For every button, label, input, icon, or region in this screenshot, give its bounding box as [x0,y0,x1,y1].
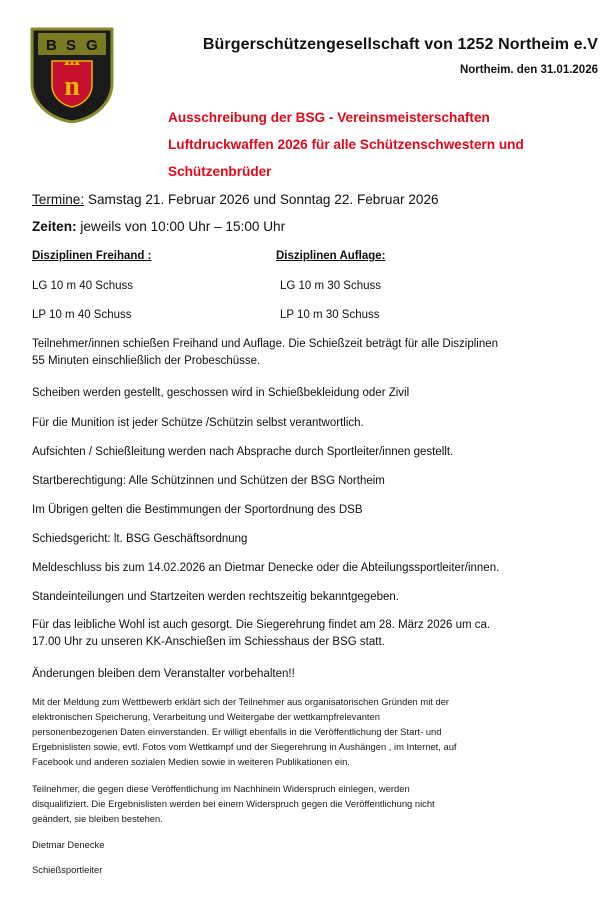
club-logo [30,27,114,123]
title-line-3: Schützenbrüder [168,164,272,179]
paragraph-rules: Teilnehmer/innen schießen Freihand und Auflage. Die Schießzeit beträgt für alle Disziplinen 55 Minuten einschließlich der Probeschüsse. [32,338,499,367]
club-crest-icon [30,27,114,123]
document-date: Northeim. den 31.01.2026 [459,64,598,76]
objection-notice: Teilnehmer, die gegen diese Veröffentlichung im Nachhinein Widerspruch einlegen, werden disqualifiziert. Die Ergebnislisten werden bei einem Widerspruch gegen die Veröffentlichung nicht geändert, sie bleiben bestehen. [32,783,435,824]
signature-name: Dietmar Denecke [32,839,105,850]
paragraph-schedule: Standeinteilungen und Startzeiten werden rechtszeitig bekanntgegeben. [32,591,399,603]
logo-letter-g: G [86,37,98,54]
freihand-item: LP 10 m 40 Schuss [32,309,132,321]
dates-value: Samstag 21. Februar 2026 und Sonntag 22. Februar 2026 [84,192,439,207]
logo-letter-s: S [66,37,77,54]
auflage-item: LG 10 m 30 Schuss [280,280,381,292]
paragraph-deadline: Meldeschluss bis zum 14.02.2026 an Dietmar Denecke oder die Abteilungssportleiter/innen. [32,562,500,574]
auflage-heading: Disziplinen Auflage: [276,250,386,262]
title-line-2: Luftdruckwaffen 2026 für alle Schützenschwestern und [168,137,524,152]
freihand-item: LG 10 m 40 Schuss [32,280,133,292]
paragraph-regulations: Im Übrigen gelten die Bestimmungen der Sportordnung des DSB [32,504,363,516]
logo-emblem-letter: n [64,71,80,102]
paragraph-supervision: Aufsichten / Schießleitung werden nach Absprache durch Sportleiter/innen gestellt. [32,446,454,458]
paragraph-ammunition: Für die Munition ist jeder Schütze /Schützin selbst verantwortlich. [32,417,364,429]
freihand-heading: Disziplinen Freihand : [32,250,152,262]
auflage-item: LP 10 m 30 Schuss [280,309,380,321]
paragraph-arbitration: Schiedsgericht: lt. BSG Geschäftsordnung [32,533,248,545]
times-label: Zeiten: [32,219,77,234]
times-value: jeweils von 10:00 Uhr – 15:00 Uhr [76,219,286,234]
paragraph-ceremony: Für das leibliche Wohl ist auch gesorgt. Die Siegerehrung findet am 28. März 2026 um ca. 17.00 Uhr zu unseren KK-Anschießen im Schiesshaus der BSG statt. [32,619,491,648]
signature-role: Schießsportleiter [32,864,103,875]
data-consent-notice: Mit der Meldung zum Wettbewerb erklärt sich der Teilnehmer aus organisatorischen Gründen mit der elektronischen Speicherung, Verarbeitung und Weitergabe der wettkampfrelevanten personenbezogenen Daten einverstanden. Er willigt ebenfalls in die Veröffentlichung der Start- und Ergebnislisten sowie, evtl. Fotos vom Wettkampf und der Siegerehrung in Aushängen , im Internet, auf Facebook und anderen sozialen Medien sowie in weiteren Publikationen ein. [32,696,457,767]
dates-row [32,192,439,207]
title-line-1: Ausschreibung der BSG - Vereinsmeisterschaften [168,110,490,125]
dates-label: Termine: [32,192,85,207]
logo-letter-b: B [46,37,57,54]
times-row [32,219,285,234]
paragraph-eligibility: Startberechtigung: Alle Schützinnen und Schützen der BSG Northeim [32,475,385,487]
paragraph-targets: Scheiben werden gestellt, geschossen wird in Schießbekleidung oder Zivil [32,387,410,399]
paragraph-changes: Änderungen bleiben dem Veranstalter vorbehalten!! [32,668,295,680]
organization-name: Bürgerschützengesellschaft von 1252 Northeim e.V [202,36,598,53]
